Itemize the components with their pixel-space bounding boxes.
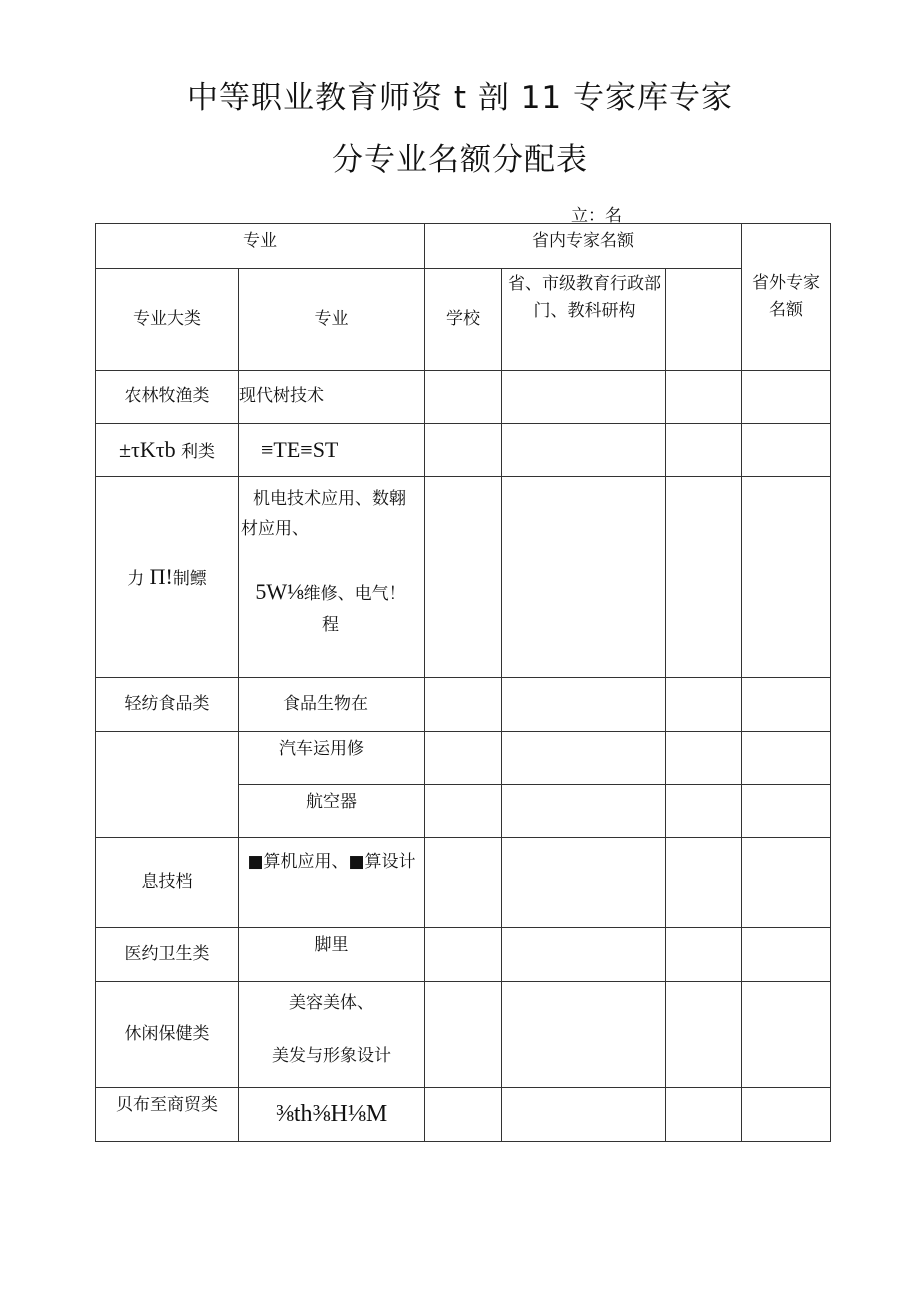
header-major: 专业 — [239, 269, 425, 371]
cell-major: 汽车运用修 — [239, 732, 425, 785]
cell-major: 食品生物在 — [239, 678, 425, 732]
cell-category: 轻纺食品类 — [96, 678, 239, 732]
cell-out — [742, 678, 831, 732]
header-school: 学校 — [425, 269, 502, 371]
cell-out — [742, 371, 831, 424]
cell-school — [425, 785, 502, 838]
cell-gov — [502, 371, 666, 424]
cell-out — [742, 928, 831, 982]
cell-school — [425, 424, 502, 477]
table-row — [96, 678, 831, 732]
header-gov-label: 省、市级教育行政部门、教科研构 — [508, 274, 661, 322]
cell-blank — [666, 1088, 742, 1142]
cell-gov — [502, 838, 666, 928]
cell-out — [742, 785, 831, 838]
cell-school — [425, 477, 502, 678]
cell-gov — [502, 477, 666, 678]
cell-school — [425, 928, 502, 982]
cell-category: 医约卫生类 — [96, 928, 239, 982]
category-garbled: Π! — [149, 564, 173, 590]
header-in-province-group: 省内专家名额 — [425, 224, 742, 269]
cell-major — [239, 982, 425, 1088]
quota-table — [95, 223, 831, 1142]
header-category: 专业大类 — [96, 269, 239, 371]
cell-blank — [666, 785, 742, 838]
cell-blank — [666, 424, 742, 477]
category-suffix: 制鳔 — [172, 569, 207, 590]
cell-out — [742, 477, 831, 678]
major-line-2-text: 维修、电气！程 — [303, 583, 406, 635]
cell-gov — [502, 785, 666, 838]
cell-category: 贝布至商贸类 — [96, 1088, 239, 1142]
cell-school — [425, 678, 502, 732]
cell-blank — [666, 928, 742, 982]
table-row — [96, 928, 831, 982]
header-blank — [666, 269, 742, 371]
category-prefix: 力 — [127, 569, 150, 590]
cell-gov — [502, 982, 666, 1088]
major-garbled: ≡TE≡ST — [261, 437, 339, 463]
category-suffix: 利类 — [175, 442, 216, 463]
cell-school — [425, 1088, 502, 1142]
cell-school — [425, 732, 502, 785]
unit-label: 立：名 — [571, 206, 622, 226]
table-row — [96, 424, 831, 477]
cell-major: 脚里 — [239, 928, 425, 982]
major-line-1: 机电技术应用、数翺材应用、 — [241, 489, 406, 539]
cell-gov — [502, 928, 666, 982]
major-line-2: 美发与形象设计 — [272, 1046, 391, 1067]
cell-out — [742, 982, 831, 1088]
cell-major: 现代树技术 — [239, 371, 425, 424]
cell-out — [742, 424, 831, 477]
cell-out — [742, 1088, 831, 1142]
cell-major — [239, 477, 425, 678]
major-line-1: 美容美体、 — [289, 993, 374, 1013]
table-row — [96, 732, 831, 785]
cell-blank — [666, 371, 742, 424]
cell-blank — [666, 732, 742, 785]
cell-gov — [502, 678, 666, 732]
table-row — [96, 982, 831, 1088]
cell-category — [96, 732, 239, 838]
cell-gov — [502, 732, 666, 785]
cell-out — [742, 838, 831, 928]
cell-major — [239, 1088, 425, 1142]
table-row — [96, 371, 831, 424]
category-garbled: ±τKτb — [118, 437, 176, 463]
cell-out — [742, 732, 831, 785]
header-major-group: 专业 — [96, 224, 425, 269]
page-subtitle: 分专业名额分配表 — [332, 142, 588, 178]
header-out-province-label: 省外专家名额 — [752, 272, 821, 320]
cell-major: 航空器 — [239, 785, 425, 838]
cell-category: 农林牧渔类 — [96, 371, 239, 424]
table-row — [96, 838, 831, 928]
cell-category: 休闲保健类 — [96, 982, 239, 1088]
cell-blank — [666, 838, 742, 928]
cell-major: ■算机应用、■算设计 — [239, 838, 425, 928]
major-garbled: 5W⅛ — [255, 578, 304, 604]
table-row — [96, 477, 831, 678]
cell-major — [239, 424, 425, 477]
cell-school — [425, 371, 502, 424]
cell-blank — [666, 678, 742, 732]
cell-category — [96, 424, 239, 477]
major-garbled: ⅜th⅜H⅛M — [275, 1101, 388, 1128]
header-gov — [502, 269, 666, 371]
cell-category: 息技档 — [96, 838, 239, 928]
major-line-2 — [241, 573, 420, 641]
header-out-province — [742, 224, 831, 371]
cell-school — [425, 982, 502, 1088]
cell-blank — [666, 477, 742, 678]
page-title: 中等职业教育师资 t 剖 11 专家库专家 — [186, 80, 733, 116]
cell-category — [96, 477, 239, 678]
cell-school — [425, 838, 502, 928]
cell-gov — [502, 424, 666, 477]
cell-gov — [502, 1088, 666, 1142]
cell-blank — [666, 982, 742, 1088]
table-row — [96, 1088, 831, 1142]
